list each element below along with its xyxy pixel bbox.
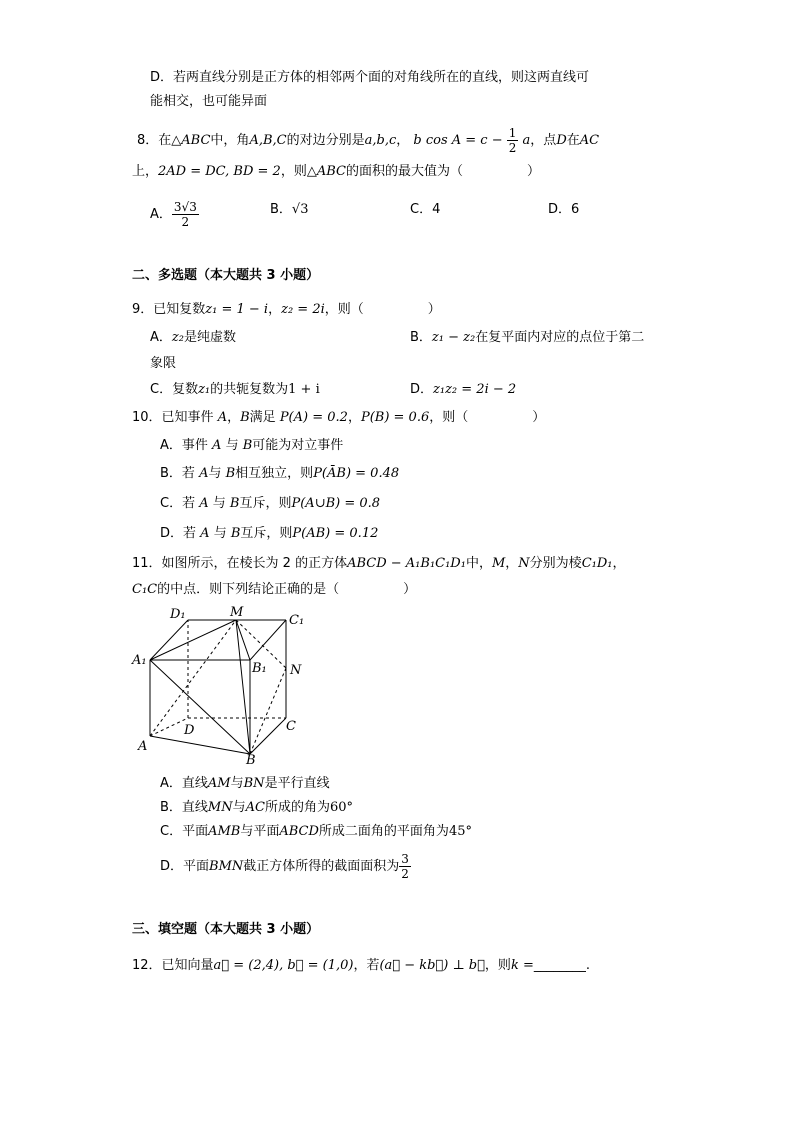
edge-A1-D1 xyxy=(150,620,188,660)
q7-option-d-line1: D．若两直线分别是正方体的相邻两个面的对角线所在的直线，则这两直线可 xyxy=(150,70,590,85)
q8-option-b: B．√3 xyxy=(270,202,309,217)
q12-answer-blank[interactable]: ________. xyxy=(533,958,590,973)
q11-option-a: A．直线AM与BN是平行直线 xyxy=(160,776,330,791)
label-A1: A₁ xyxy=(132,653,147,668)
q11-option-c: C．平面AMB与平面ABCD所成二面角的平面角为45° xyxy=(160,824,472,839)
q10-option-c: C．若 A 与 B互斥，则P(A∪B) = 0.8 xyxy=(160,496,381,511)
segment-A1-M xyxy=(150,620,236,660)
q9-option-c: C．复数z₁的共轭复数为1 + i xyxy=(150,382,320,397)
q11-stem-line2: C₁C的中点．则下列结论正确的是（ ） xyxy=(132,582,417,597)
fraction-one-half: $\frac{1}{2}$ xyxy=(508,126,517,155)
q11-option-d: D．平面BMN截正方体所得的截面面积为 $\frac{3}{2}$ xyxy=(160,852,409,881)
q10-option-a: A．事件 A 与 B可能为对立事件 xyxy=(160,438,344,453)
segment-A1-B xyxy=(150,660,250,754)
q10-stem: 10．已知事件 A，B满足 P(A) = 0.2，P(B) = 0.6，则（ ） xyxy=(132,410,546,425)
q11-option-b: B．直线MN与AC所成的角为60° xyxy=(160,800,354,815)
q8-option-c: C．4 xyxy=(410,202,441,217)
edge-A-B xyxy=(150,736,250,754)
section-3-title: 三、填空题（本大题共 3 小题） xyxy=(132,922,320,937)
q9-option-d: D．z₁z₂ = 2i − 2 xyxy=(410,382,517,397)
segment-A-M-hidden xyxy=(150,620,236,736)
segment-N-B-hidden xyxy=(250,668,286,754)
section-2-title: 二、多选题（本大题共 3 小题） xyxy=(132,268,320,283)
q8-option-d: D．6 xyxy=(548,202,580,217)
q10-option-b: B．若 A与 B相互独立，则P(ĀB) = 0.48 xyxy=(160,466,400,481)
label-C1: C₁ xyxy=(289,613,305,628)
q8-option-a: A． $\frac{3√3}{2}$ xyxy=(150,200,197,229)
edge-A-D-hidden xyxy=(150,718,188,736)
label-N: N xyxy=(290,663,302,678)
label-D1: D₁ xyxy=(170,607,186,622)
label-B: B xyxy=(246,753,256,764)
label-D: D xyxy=(184,723,195,738)
q12-stem: 12．已知向量a⃗ = (2,4), b⃗ = (1,0)，若(a⃗ − kb⃗) ⊥ b⃗，则k =________. xyxy=(132,958,590,973)
q9-stem: 9．已知复数z₁ = 1 − i，z₂ = 2i，则（ ） xyxy=(132,302,441,317)
edge-C-B xyxy=(250,718,286,754)
cube-figure xyxy=(130,604,310,764)
label-M: M xyxy=(230,605,244,620)
edge-C1-B1 xyxy=(250,620,286,660)
q9-option-b-cont: 象限 xyxy=(150,356,177,371)
q9-option-a: A．z₂是纯虚数 xyxy=(150,330,236,345)
q10-option-d: D．若 A 与 B互斥，则P(AB) = 0.12 xyxy=(160,526,379,541)
q8-stem-line1: 8．在△ABC中，角A,B,C的对边分别是a,b,c， b cos A = c − $\frac{1}{2}$ a，点D在AC xyxy=(137,126,600,155)
q7-option-d-line2: 能相交，也可能异面 xyxy=(150,94,268,109)
label-A: A xyxy=(138,739,148,754)
q9-option-b: B．z₁ − z₂在复平面内对应的点位于第二 xyxy=(410,330,645,345)
label-C: C xyxy=(286,719,296,734)
label-B1: B₁ xyxy=(252,661,267,676)
q11-stem-line1: 11．如图所示，在棱长为 2 的正方体ABCD − A₁B₁C₁D₁中，M，N分别为棱C₁D₁， xyxy=(132,556,626,571)
q8-stem-line2: 上，2AD = DC, BD = 2，则△ABC的面积的最大值为（ ） xyxy=(132,164,541,179)
